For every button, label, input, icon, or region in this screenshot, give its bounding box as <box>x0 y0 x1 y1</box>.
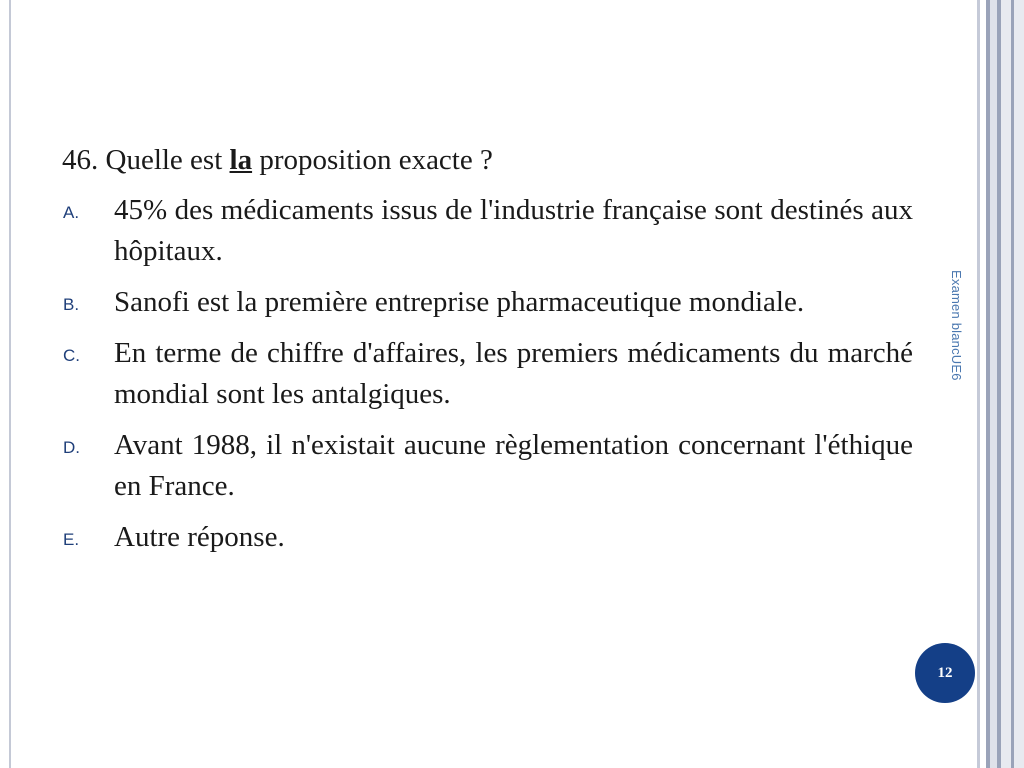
right-frame-bar <box>977 0 980 768</box>
question-title <box>62 142 913 178</box>
option-text: Autre réponse. <box>114 521 285 553</box>
right-frame-bar <box>1014 0 1024 768</box>
slide-content <box>62 142 913 568</box>
option-text: 45% des médicaments issus de l'industrie française sont destinés aux hôpitaux. <box>114 194 913 267</box>
answer-option-e <box>62 517 913 558</box>
answer-option-a <box>62 190 913 272</box>
left-frame-line <box>9 0 11 768</box>
option-text: Sanofi est la première entreprise pharmaceutique mondiale. <box>114 286 805 318</box>
option-marker: A. <box>63 203 80 222</box>
answer-options-list <box>62 190 913 558</box>
answer-option-d <box>62 425 913 507</box>
question-emphasis: la <box>229 144 253 176</box>
option-marker: C. <box>63 346 80 365</box>
option-marker: D. <box>63 438 80 457</box>
option-text: En terme de chiffre d'affaires, les premiers médicaments du marché mondial sont les antalgiques. <box>114 337 913 410</box>
right-frame-bar <box>1001 0 1011 768</box>
side-footer-label: Examen blancUE6 <box>949 270 964 381</box>
right-frame-bar <box>990 0 997 768</box>
question-prefix: 46. Quelle est <box>62 144 223 176</box>
page-number-badge <box>915 643 975 703</box>
option-marker: B. <box>63 295 80 314</box>
page-number: 12 <box>937 664 953 681</box>
answer-option-b <box>62 282 913 323</box>
option-marker: E. <box>63 530 80 549</box>
option-text: Avant 1988, il n'existait aucune règlementation concernant l'éthique en France. <box>114 429 913 502</box>
question-suffix: proposition exacte ? <box>259 144 493 176</box>
answer-option-c <box>62 333 913 415</box>
